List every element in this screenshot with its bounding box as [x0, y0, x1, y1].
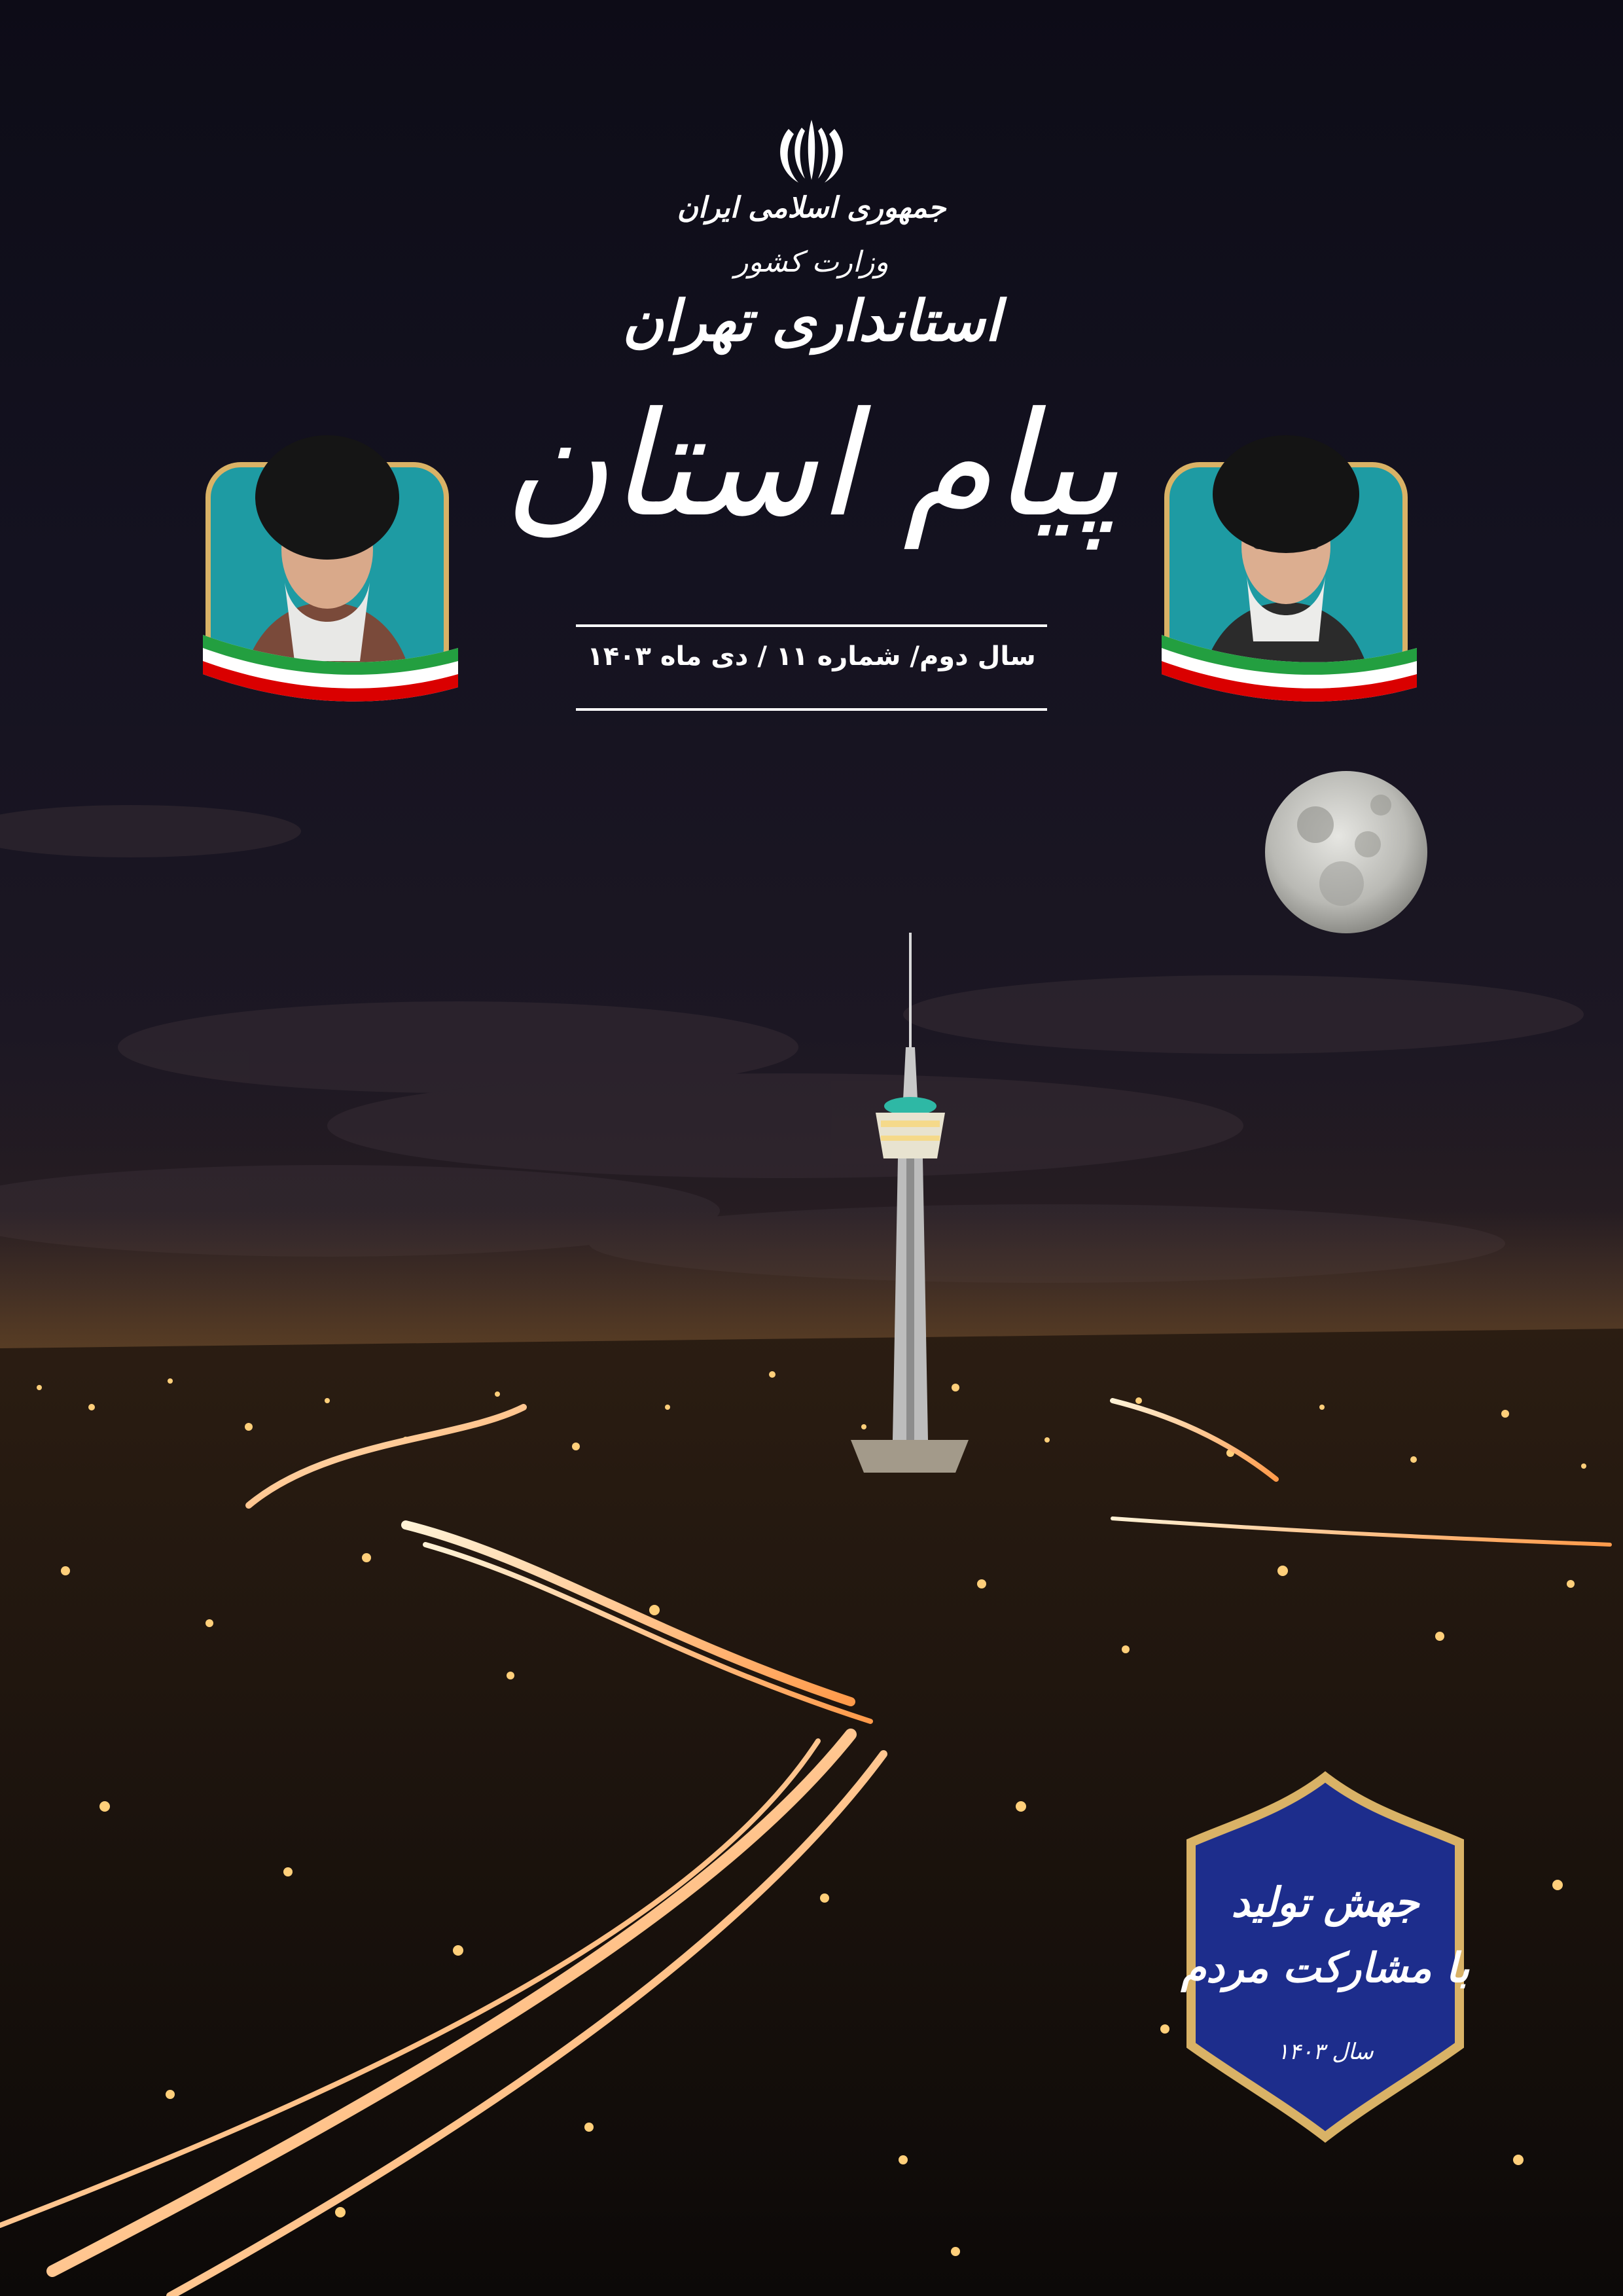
header-country: جمهوری اسلامی ایران	[677, 191, 946, 224]
moon-icon	[1265, 771, 1427, 933]
title-divider-top	[576, 624, 1047, 627]
title-divider-bottom	[576, 708, 1047, 711]
issue-info: سال دوم/ شماره ۱۱ / دی ماه ۱۴۰۳	[587, 641, 1036, 672]
badge-line1: جهش تولید	[1231, 1878, 1419, 1926]
magazine-title: پیام استان	[503, 381, 1120, 548]
masthead	[0, 0, 1623, 753]
header-ministry: وزارت کشور	[734, 245, 889, 279]
portrait-right	[1155, 386, 1417, 713]
badge-line2: با مشارکت مردم	[1181, 1944, 1470, 1992]
header-governorate: استانداری تهران	[622, 288, 1001, 354]
iran-emblem-icon	[769, 115, 854, 187]
badge-year: سال ۱۴۰۳	[1277, 2039, 1374, 2065]
portrait-left	[196, 386, 458, 713]
